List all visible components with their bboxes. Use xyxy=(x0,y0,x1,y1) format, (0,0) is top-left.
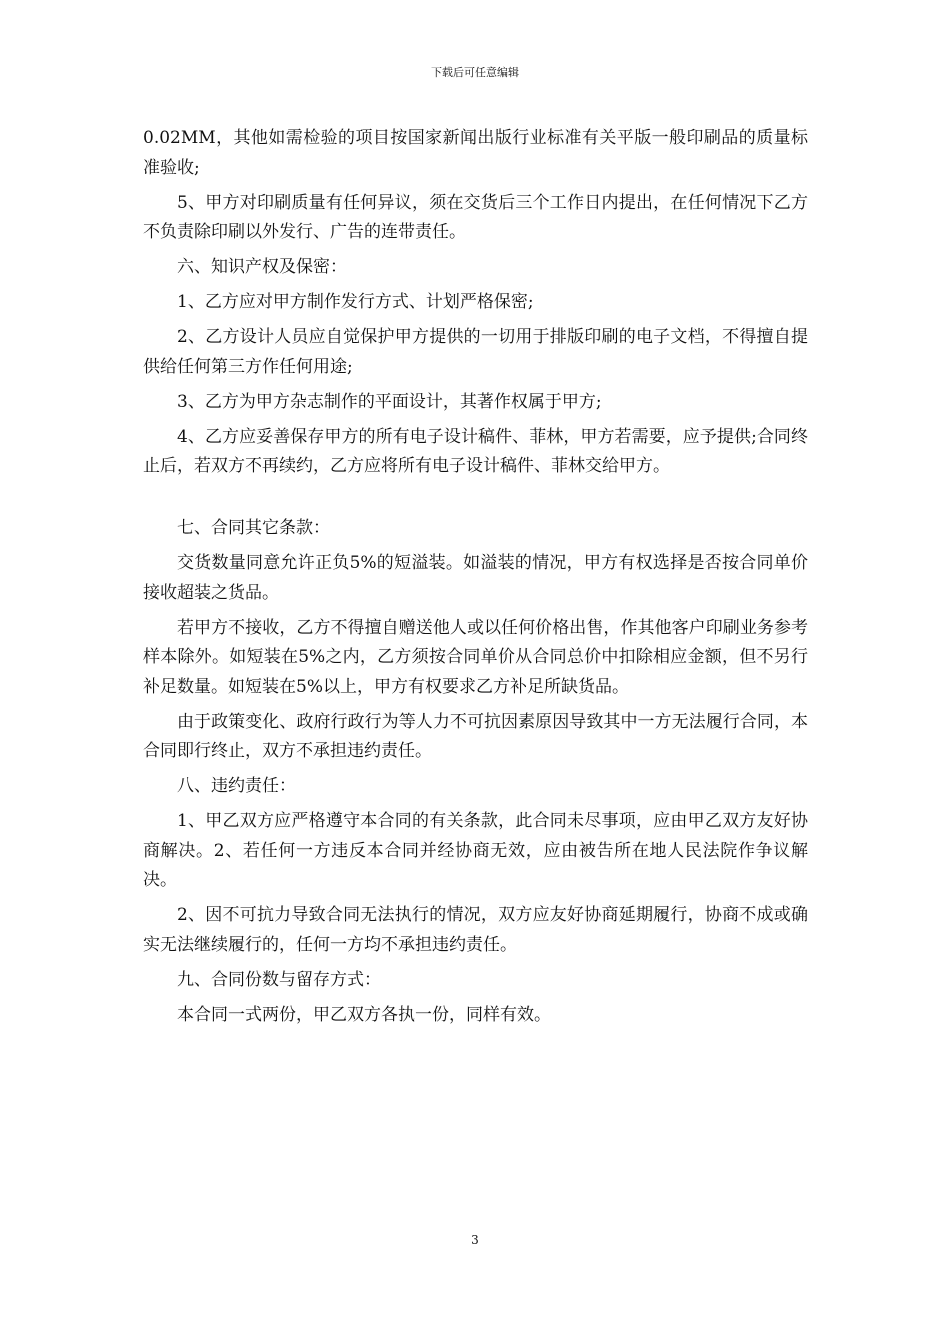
blank-line xyxy=(143,487,808,514)
paragraph-quantity-tolerance: 交货数量同意允许正负5%的短溢装。如溢装的情况，甲方有权选择是否按合同单价接收超装之货品。 xyxy=(143,553,808,603)
section-heading-ip-confidentiality: 六、知识产权及保密： xyxy=(177,257,347,277)
paragraph-copies: 本合同一式两份，甲乙双方各执一份，同样有效。 xyxy=(177,1004,551,1025)
paragraph-ip-clause-3: 3、乙方为甲方杂志制作的平面设计，其著作权属于甲方; xyxy=(177,391,602,412)
paragraph-ip-clause-4: 4、乙方应妥善保存甲方的所有电子设计稿件、菲林，甲方若需要，应予提供;合同终止后，若双方不再续约，乙方应将所有电子设计稿件、菲林交给甲方。 xyxy=(143,426,808,476)
paragraph-short-shipment: 若甲方不接收，乙方不得擅自赠送他人或以任何价格出售，作其他客户印刷业务参考样本除外。如短装在5%之内，乙方须按合同单价从合同总价中扣除相应金额，但不另行补足数量。如短装在5%以上，甲方有权要求乙方补足所缺货品。 xyxy=(143,617,808,697)
paragraph-clause-5-objection: 5、甲方对印刷质量有任何异议，须在交货后三个工作日内提出，在任何情况下乙方不负责除印刷以外发行、广告的连带责任。 xyxy=(143,192,808,242)
paragraph-liability-clause-1: 1、甲乙双方应严格遵守本合同的有关条款，此合同未尽事项，应由甲乙双方友好协商解决。2、若任何一方违反本合同并经协商无效，应由被告所在地人民法院作争议解决。 xyxy=(143,811,808,890)
page-header: 下载后可任意编辑 xyxy=(431,66,519,79)
paragraph-ip-clause-2: 2、乙方设计人员应自觉保护甲方提供的一切用于排版印刷的电子文档，不得擅自提供给任何第三方作任何用途; xyxy=(143,327,808,377)
paragraph-ip-clause-1: 1、乙方应对甲方制作发行方式、计划严格保密; xyxy=(177,292,534,312)
section-heading-liability: 八、违约责任： xyxy=(177,776,296,796)
paragraph-liability-clause-2: 2、因不可抗力导致合同无法执行的情况，双方应友好协商延期履行，协商不成或确实无法继续履行的，任何一方均不承担违约责任。 xyxy=(143,905,808,955)
paragraph-quality-standard: 0.02MM，其他如需检验的项目按国家新闻出版行业标准有关平版一般印刷品的质量标准验收; xyxy=(143,128,808,178)
document-body xyxy=(143,124,808,1036)
page-number: 3 xyxy=(471,1233,479,1247)
section-heading-copies: 九、合同份数与留存方式： xyxy=(177,969,381,990)
paragraph-force-majeure-policy: 由于政策变化、政府行政行为等人力不可抗因素原因导致其中一方无法履行合同，本合同即行终止，双方不承担违约责任。 xyxy=(143,711,808,761)
section-heading-other-terms: 七、合同其它条款： xyxy=(177,518,330,538)
